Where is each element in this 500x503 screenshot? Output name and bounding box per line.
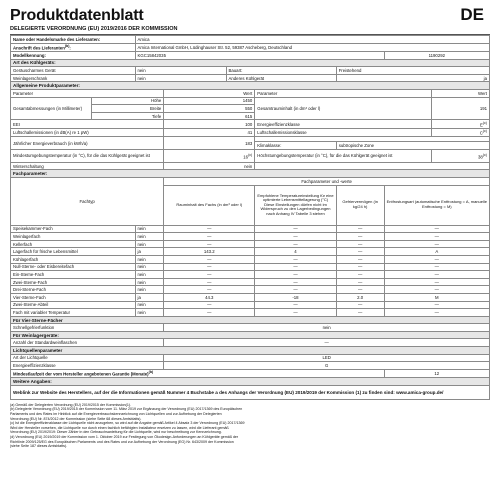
- footnote-line: (b) Delegierte Verordnung (EU) 2019/2015 der Kommission vom 11. März 2019 zur Ergänzung der Verordnung (EU) 2017/1369 des Europäischen: [10, 407, 243, 412]
- energy-class-value: $E^{(c)}$: [432, 120, 490, 128]
- compartment-row: [11, 271, 490, 279]
- overall-dimensions-label: Gesamtabmessungen (in Millimeter): [11, 97, 92, 120]
- total-volume-label: Gesamtrauminhalt (in dm³ oder l): [255, 97, 432, 120]
- compartment-freeze: —: [336, 301, 384, 309]
- compartment-freeze: —: [336, 309, 384, 317]
- compartment-freeze: —: [336, 240, 384, 248]
- compartment-present: nein: [135, 286, 164, 294]
- value-header: Wert: [164, 89, 255, 97]
- compartment-volume: 143.2: [164, 248, 255, 256]
- compartment-row: [11, 278, 490, 286]
- compartment-freeze: —: [336, 263, 384, 271]
- compartment-temp: —: [255, 255, 336, 263]
- compartment-row: [11, 225, 490, 233]
- footnote-line: Wird der Hersteller vorsehen, die Lichtquelle nur durch einen fachlich befähigten Installateur ersetzen zu lassen, wird die Lieferant gemäß: [10, 425, 229, 430]
- eei-label: EEI: [11, 120, 164, 128]
- min-temp-value: 16$^{(c)}$: [164, 149, 255, 162]
- compartment-rows: [11, 225, 490, 316]
- width-value: 550: [164, 105, 255, 113]
- compartment-volume: —: [164, 286, 255, 294]
- compartment-temp: —: [255, 309, 336, 317]
- compartment-present: nein: [135, 240, 164, 248]
- compartment-volume: —: [164, 309, 255, 317]
- low-noise-value: nein: [135, 67, 226, 75]
- footnote-line: (a) Gemäß der Delegierten Verordnung (EU) 2019/2015 der Kommission(1).: [10, 402, 132, 407]
- winter-mode-value: nein: [164, 162, 255, 170]
- datasheet-table: [10, 35, 490, 400]
- compartment-volume: —: [164, 301, 255, 309]
- compartment-temp: —: [255, 286, 336, 294]
- low-noise-label: Geräuscharmes Gerät: [11, 67, 136, 75]
- light-section: Lichtquellenparameter: [11, 347, 490, 355]
- compartment-present: nein: [135, 225, 164, 233]
- page-title: Produktdatenblatt: [10, 7, 144, 24]
- compartment-row: [11, 301, 490, 309]
- model-label: Modellkennung:: [11, 52, 136, 60]
- depth-value: 615: [164, 112, 255, 120]
- warranty-value: 12: [384, 369, 489, 377]
- compartment-volume: —: [164, 225, 255, 233]
- supplier-name-label: Name oder Handelsmarke des Lieferanten:: [11, 36, 136, 44]
- footnote-line: (siehe Seite 187 dieses Amtsblatts).: [10, 444, 68, 449]
- compartment-freeze: —: [336, 255, 384, 263]
- design-type-value: Freistehend: [336, 67, 489, 75]
- footnote-line: (d) Verordnung (EU) 2019/2019 der Kommission vom 1. Oktober 2019 zur Festlegung von Ökodesign-Anforderungen an Kühlgeräte gemäß der: [10, 435, 239, 440]
- warranty-label: Mindestlaufzeit der vom Hersteller angebotenen Garantie (Monate)$^{(b)}$: [11, 369, 385, 377]
- compartment-freeze: —: [336, 233, 384, 241]
- compartment-defrost: —: [384, 255, 489, 263]
- compartment-name: Lagerfach für frische Lebensmittel: [11, 248, 136, 256]
- compartment-present: nein: [135, 271, 164, 279]
- compartment-temp: —: [255, 233, 336, 241]
- wine-cabinet-label: Weinlagerschrank: [11, 74, 136, 82]
- compartment-row: [11, 255, 490, 263]
- compartment-defrost: M: [384, 293, 489, 301]
- compartment-present: nein: [135, 301, 164, 309]
- footnote-line: Richtlinie 2009/125/EG des Europäischen Parlaments und des Rates und zur Aufhebung der Verordnung (EG) Nr. 643/2009 der Kommission: [10, 439, 234, 444]
- additional-section: Weitere Angaben:: [11, 378, 490, 386]
- compartment-volume: —: [164, 233, 255, 241]
- light-type-value: LED: [164, 354, 490, 362]
- compartment-defrost: —: [384, 271, 489, 279]
- compartment-row: [11, 233, 490, 241]
- compartment-row: [11, 293, 490, 301]
- annual-energy-label: Jährlicher Energieverbrauch (in kWh/a): [11, 137, 164, 150]
- compartment-defrost: —: [384, 240, 489, 248]
- model-extra-value: 1190292: [384, 52, 489, 60]
- footnote-line: Verordnung (EU) 2019/2019: Dieser Zähler in den Gebrauchsanleitung für die Lichtquelle, wird nur beschreibung zur Kennzeichnung.: [10, 430, 222, 435]
- max-temp-value: 38$^{(c)}$: [432, 149, 490, 162]
- supplier-address-value: Amica International GmbH, Lüdinghauser Str. 52, 59387 Ascheberg, Deutschland: [135, 43, 489, 51]
- compartment-present: ja: [135, 293, 164, 301]
- noise-class-value: $C^{(c)}$: [432, 128, 490, 136]
- compartment-defrost: —: [384, 286, 489, 294]
- regulation-subtitle: DELEGIERTE VERORDNUNG (EU) 2019/2016 DER KOMMISSION: [10, 25, 490, 35]
- light-class-label: Energieeffizienzklasse: [11, 362, 164, 370]
- max-temp-label: Höchstumgebungstemperatur (in °C), für die das Kühlgerät geeignet ist: [255, 149, 432, 162]
- compartment-freeze: —: [336, 286, 384, 294]
- compartment-section: Fachparameter:: [11, 170, 490, 178]
- additional-info-text: Weblink zur Website des Herstellers, auf der die Informationen gemäß Nummer 4 Buchstabe a des Anhangs der Verordnung (EU) 2019/2019 der Kommission (1) zu finden sind: www.amica-group.de/: [11, 385, 490, 399]
- compartment-freeze: —: [336, 278, 384, 286]
- compartment-volume: —: [164, 278, 255, 286]
- wine-section: Für Weinlagergeräte:: [11, 331, 490, 339]
- compartment-volume: —: [164, 263, 255, 271]
- total-volume-value: 191: [432, 97, 490, 120]
- compartment-temp: -18: [255, 293, 336, 301]
- compartment-group-header: Fachparameter und -werte: [164, 177, 490, 185]
- compartment-temp: —: [255, 263, 336, 271]
- defrost-type-header: Entfrostungsart (automatische Entfrostung = A, manuelle Entfrostung = M): [384, 185, 489, 225]
- compartment-defrost: —: [384, 278, 489, 286]
- compartment-name: Speisekammer-Fach: [11, 225, 136, 233]
- compartment-row: [11, 240, 490, 248]
- compartment-freeze: 2.0: [336, 293, 384, 301]
- supplier-address-label: Anschrift des Lieferanten$^{(b)}$:: [11, 43, 136, 51]
- footnote-line: Parlaments und des Rates im Hinblick auf die Energieverbrauchskennzeichnung von Lichtquellen und zur Aufhebung der Delegierten: [10, 412, 222, 417]
- min-temp-label: Mindestumgebungstemperatur (in °C), für die das Kühlgerät geeignet ist: [11, 149, 164, 162]
- sheet-header: [10, 3, 490, 25]
- compartment-temp: —: [255, 271, 336, 279]
- model-value: KGC15842035: [135, 52, 384, 60]
- wine-bottles-label: Anzahl der Standardweinflaschen: [11, 339, 164, 347]
- light-class-value: G: [164, 362, 490, 370]
- compartment-freeze: —: [336, 225, 384, 233]
- general-params-section: Allgemeine Produktparameter:: [11, 82, 490, 90]
- compartment-present: nein: [135, 233, 164, 241]
- param-header: Parameter: [11, 89, 164, 97]
- compartment-freeze: —: [336, 271, 384, 279]
- compartment-name: Vier-Sterne-Fach: [11, 293, 136, 301]
- compartment-name: Ein-Sterne-Fach: [11, 271, 136, 279]
- compartment-present: ja: [135, 248, 164, 256]
- product-datasheet: [10, 3, 490, 497]
- compartment-freeze: —: [336, 248, 384, 256]
- compartment-volume: 44.3: [164, 293, 255, 301]
- compartment-name: Kellerfach: [11, 240, 136, 248]
- design-type-label: Bauart:: [226, 67, 336, 75]
- compartment-row: [11, 263, 490, 271]
- height-label: Höhe: [92, 97, 164, 105]
- compartment-defrost: —: [384, 233, 489, 241]
- width-label: Breite: [92, 105, 164, 113]
- footnote-line: Verordnung (EU) Nr. 874/2012 der Kommission (siehe Seite 68 dieses Amtsblatts).: [10, 416, 142, 421]
- energy-class-label: Energieeffizienzklasse: [255, 120, 432, 128]
- value-header-right: Wert: [432, 89, 490, 97]
- depth-label: Tiefe: [92, 112, 164, 120]
- climate-class-label: Klimaklasse:: [255, 142, 336, 150]
- compartment-present: nein: [135, 278, 164, 286]
- fast-freeze-label: Schnellgefrierfunktion: [11, 324, 164, 332]
- compartment-temp: —: [255, 240, 336, 248]
- footnotes: [10, 403, 490, 449]
- compartment-defrost: —: [384, 225, 489, 233]
- compartment-row: [11, 248, 490, 256]
- wine-cabinet-value: nein: [135, 74, 226, 82]
- compartment-volume: —: [164, 240, 255, 248]
- compartment-temp: —: [255, 225, 336, 233]
- compartment-present: nein: [135, 309, 164, 317]
- compartment-name: Fach mit variabler Temperatur: [11, 309, 136, 317]
- compartment-defrost: —: [384, 309, 489, 317]
- climate-class-value: subtropische Zone: [336, 142, 489, 150]
- compartment-temp: —: [255, 278, 336, 286]
- compartment-name: Drei-Sterne-Fach: [11, 286, 136, 294]
- compartment-name: Null-Sterne- oder Eisbereitefach: [11, 263, 136, 271]
- noise-value: 41: [164, 128, 255, 136]
- fast-freeze-value: nein: [164, 324, 490, 332]
- other-appliance-value: ja: [336, 74, 489, 82]
- freezing-capacity-header: Gefriervermögen (in kg/24 h): [336, 185, 384, 225]
- compartment-defrost: A: [384, 248, 489, 256]
- footnote-line: (c) Ist die Energieeffizienzklasse der Lichtquelle nicht anzugeben, so wird auf die Angabe gemäß Artikel 4 Absatz 3 der Verordnung (EU) 2017/1369: [10, 421, 245, 426]
- compartment-temp: 4: [255, 248, 336, 256]
- compartment-row: [11, 309, 490, 317]
- compartment-defrost: —: [384, 263, 489, 271]
- height-value: 1450: [164, 97, 255, 105]
- language-code: DE: [460, 5, 484, 24]
- compartment-temp: —: [255, 301, 336, 309]
- eei-value: 100: [164, 120, 255, 128]
- annual-energy-value: 183: [164, 137, 255, 150]
- compartment-volume: —: [164, 271, 255, 279]
- compartment-present: nein: [135, 263, 164, 271]
- compartment-defrost: —: [384, 301, 489, 309]
- compartment-present: nein: [135, 255, 164, 263]
- noise-label: Luftschallemissionen (in dB(A) re 1 pW): [11, 128, 164, 136]
- supplier-name-value: Amica: [135, 36, 489, 44]
- compartment-name: Kühlagerfach: [11, 255, 136, 263]
- winter-mode-label: Winterschaltung: [11, 162, 164, 170]
- compartment-name: Weinlagerfach: [11, 233, 136, 241]
- compartment-name: Zwei-Sterne-Abteil: [11, 301, 136, 309]
- compartment-volume: —: [164, 255, 255, 263]
- appliance-type-section: Art des Kühlgeräts:: [11, 59, 490, 67]
- volume-header: Rauminhalt des Fachs (in dm³ oder l): [164, 185, 255, 225]
- other-appliance-label: Anderes Kühlgerät: [226, 74, 336, 82]
- recommended-temp-header: Empfohlene Temperatureinstellung für eine optimierte Lebensmittellagerung (°C) Diese Einstellungen dürfen nicht im Widerspruch zu den Lagerbedingungen nach Anhang IV Tabelle 3 stehen: [255, 185, 336, 225]
- noise-class-label: Luftschallemissionsklasse: [255, 128, 432, 136]
- compartment-type-header: Fachtyp: [11, 177, 164, 225]
- light-type-label: Art der Lichtquelle: [11, 354, 164, 362]
- wine-bottles-value: —: [164, 339, 490, 347]
- compartment-row: [11, 286, 490, 294]
- four-star-section: Für Vier-Sterne-Fächer: [11, 316, 490, 324]
- compartment-name: Zwei-Sterne-Fach: [11, 278, 136, 286]
- param-header-right: Parameter: [255, 89, 432, 97]
